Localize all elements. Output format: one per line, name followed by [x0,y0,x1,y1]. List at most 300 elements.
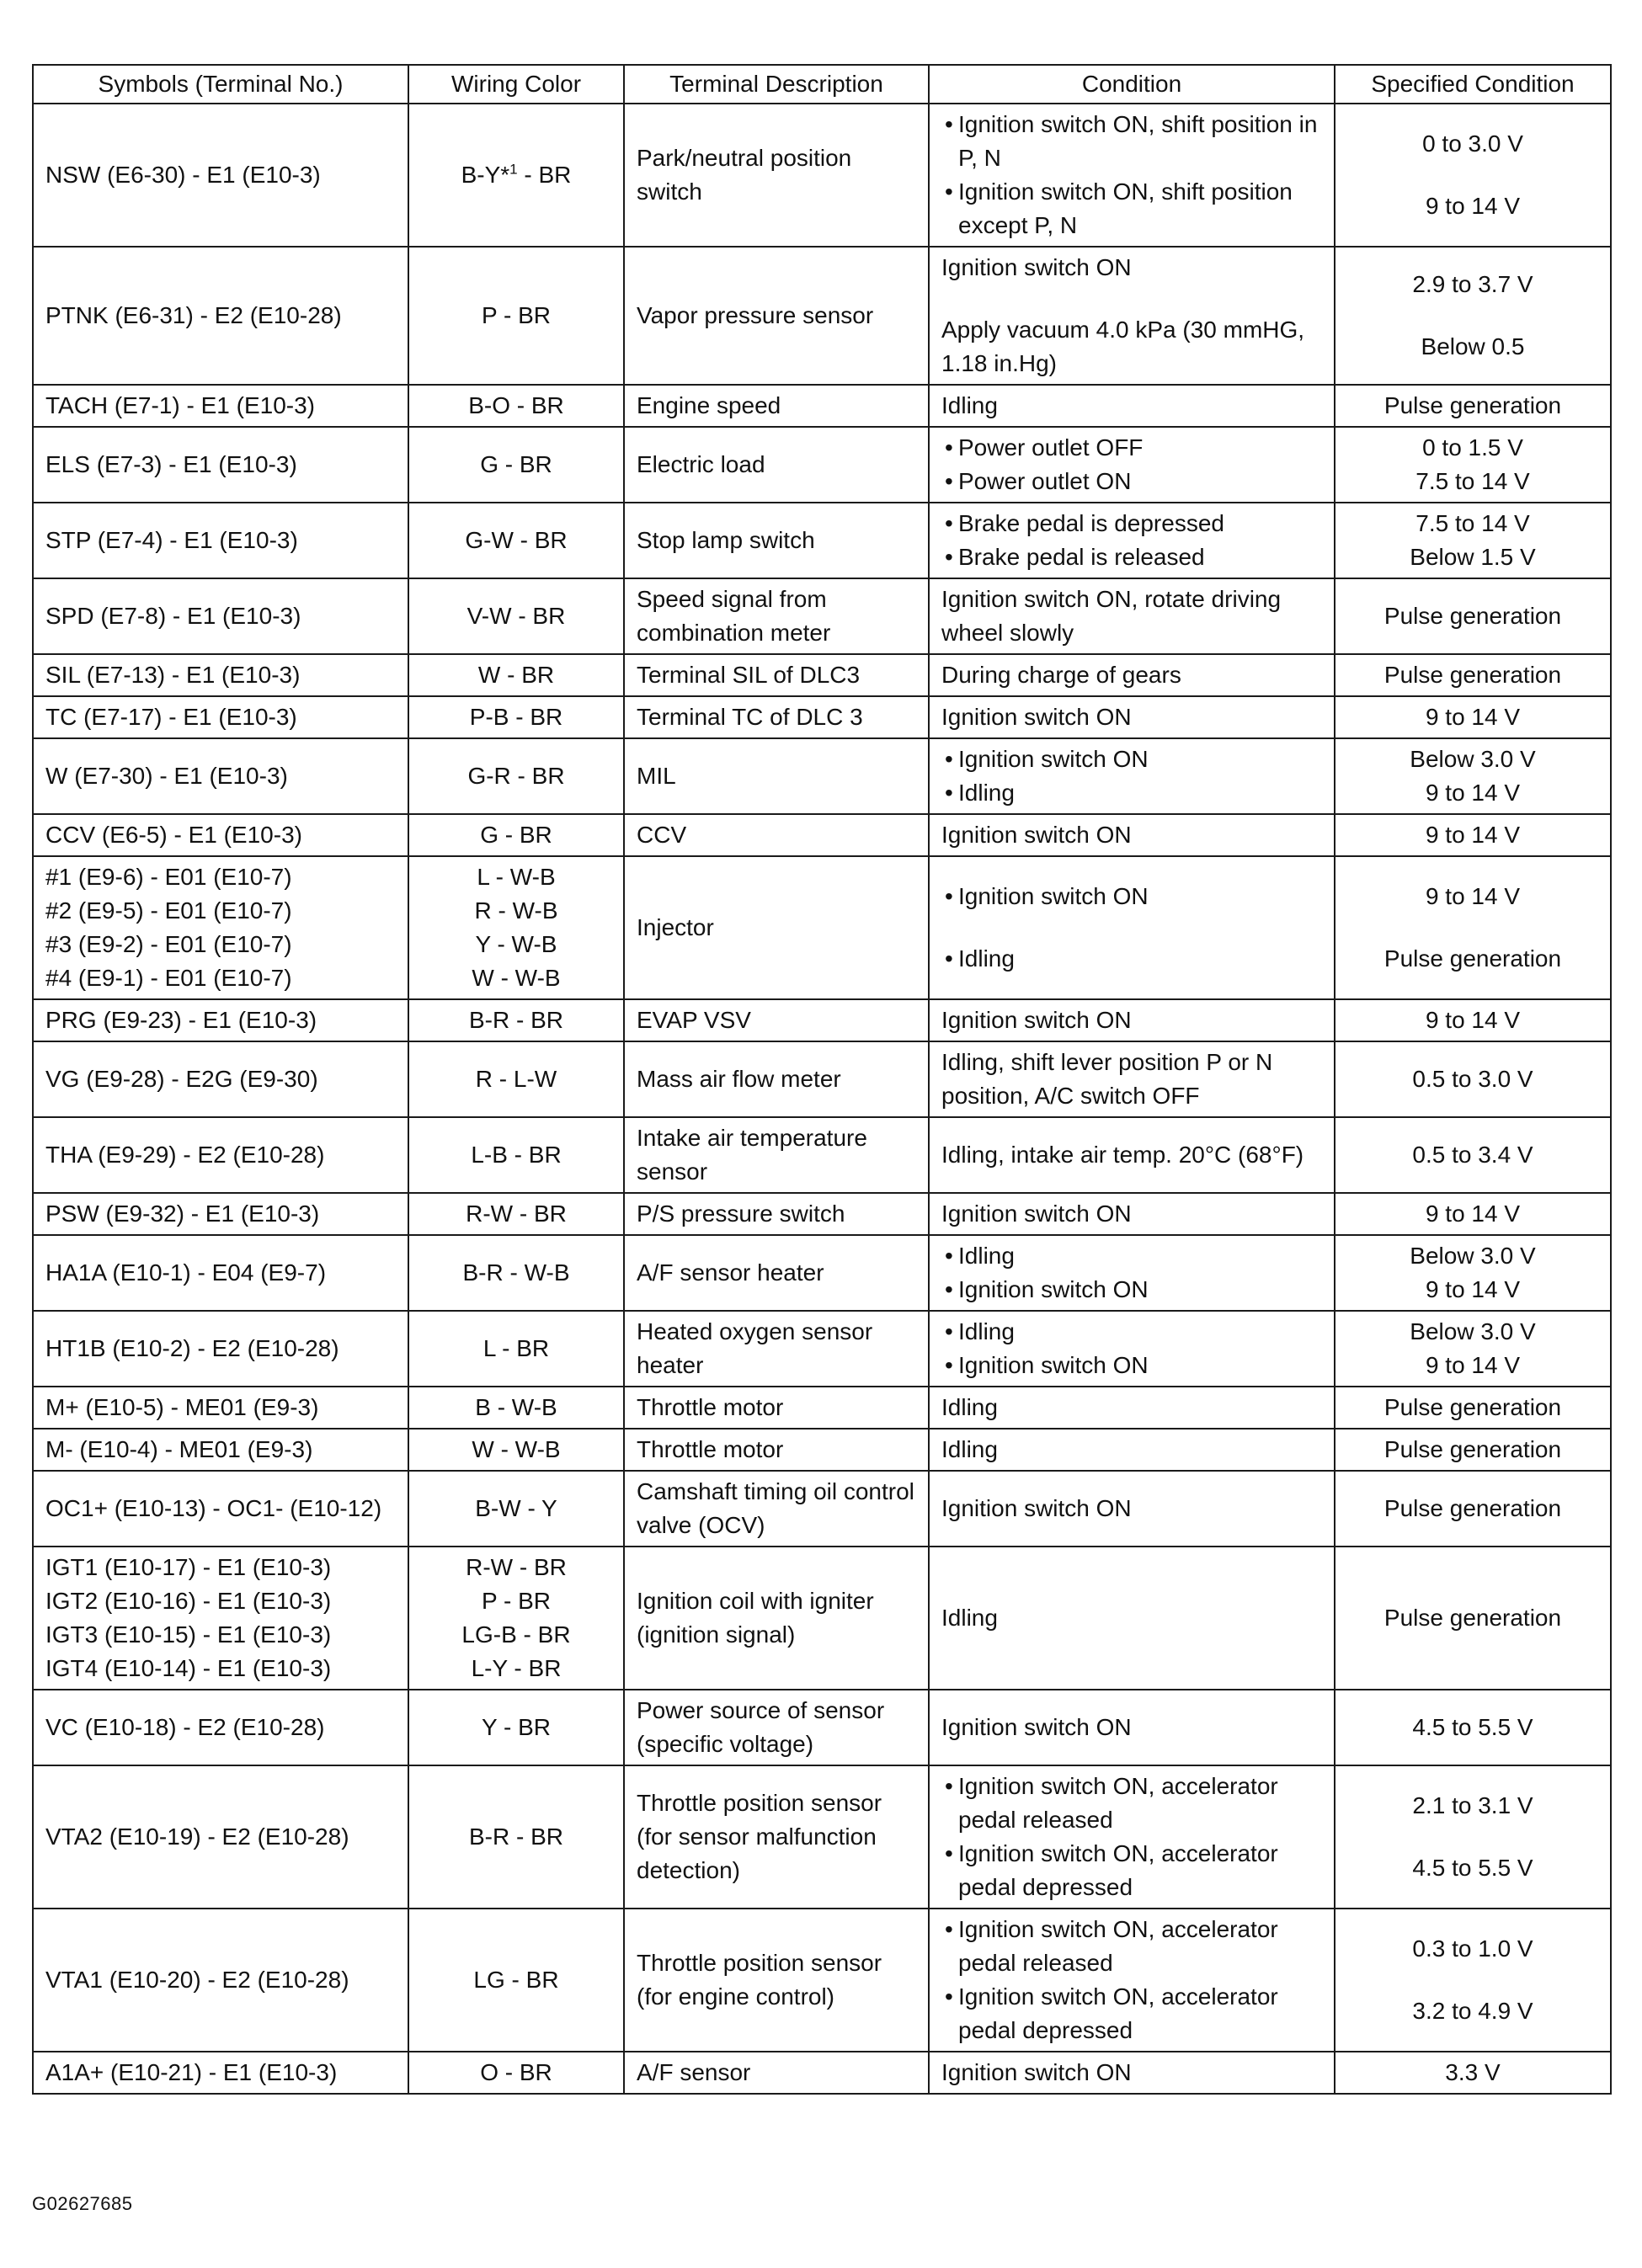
wiring-color-cell [408,1193,624,1235]
specified-value: 3.3 V [1445,2059,1501,2085]
terminal-description-cell [624,856,929,999]
wiring-color: B-R - W-B [462,1259,570,1286]
wiring-color: Y - BR [482,1714,551,1740]
wiring-color-cell [408,814,624,856]
terminal-description: Throttle motor [637,1394,784,1420]
terminal-symbol: IGT2 (E10-16) - E1 (E10-3) [45,1588,332,1614]
terminal-description: Intake air temperature sensor [637,1125,867,1185]
specified-value: Below 3.0 V [1410,1243,1536,1269]
condition-item: • Ignition switch ON, shift position except P, N [941,175,1322,242]
terminal-description-cell [624,1909,929,2052]
symbols-cell [33,738,408,814]
spacer [941,285,1322,313]
terminal-description: Mass air flow meter [637,1066,841,1092]
symbols-cell [33,1765,408,1909]
spacer [1347,913,1598,942]
wiring-color-cell [408,1235,624,1311]
table-row [33,1547,1611,1690]
condition-item: Ignition switch ON [941,1714,1132,1740]
terminal-description: Power source of sensor (specific voltage) [637,1697,885,1757]
specified-value: Below 3.0 V [1410,1318,1536,1344]
condition-cell [929,385,1335,427]
wiring-color: R-W - BR [466,1201,567,1227]
terminal-description: Terminal TC of DLC 3 [637,704,863,730]
specified-value: 0 to 1.5 V [1422,434,1523,461]
wiring-color-cell [408,654,624,696]
table-row [33,1765,1611,1909]
terminal-symbol: IGT4 (E10-14) - E1 (E10-3) [45,1655,332,1681]
terminal-description: Engine speed [637,392,781,418]
terminal-description: Park/neutral position switch [637,145,852,205]
terminal-symbol: PRG (E9-23) - E1 (E10-3) [45,1007,317,1033]
condition-item: During charge of gears [941,662,1181,688]
table-row [33,738,1611,814]
condition-cell [929,1311,1335,1387]
specified-value: 0.5 to 3.0 V [1412,1066,1533,1092]
specified-condition-cell [1335,1311,1611,1387]
table-row [33,1235,1611,1311]
terminal-symbol: M+ (E10-5) - ME01 (E9-3) [45,1394,319,1420]
specified-condition-cell [1335,738,1611,814]
terminal-description-cell [624,1471,929,1547]
symbols-cell [33,1193,408,1235]
symbols-cell [33,999,408,1041]
condition-cell [929,1690,1335,1765]
wiring-color-cell [408,1765,624,1909]
wiring-color-cell [408,1690,624,1765]
symbols-cell [33,654,408,696]
specified-condition-cell [1335,503,1611,578]
wiring-color-cell [408,738,624,814]
wiring-color: G - BR [480,451,552,477]
condition-item: • Ignition switch ON [941,743,1322,776]
wiring-color: P - BR [482,1588,551,1614]
condition-item: Ignition switch ON [941,1495,1132,1521]
terminal-description-cell [624,1235,929,1311]
table-row [33,654,1611,696]
terminal-description-cell [624,247,929,385]
terminal-description-cell [624,1117,929,1193]
terminal-description-cell [624,104,929,247]
wiring-color [421,158,611,192]
condition-cell [929,1909,1335,2052]
header-condition: Condition [929,65,1335,104]
condition-item: Ignition switch ON [941,1007,1132,1033]
condition-item: Idling [941,1605,998,1631]
wiring-color-cell [408,104,624,247]
terminal-symbol: OC1+ (E10-13) - OC1- (E10-12) [45,1495,382,1521]
terminal-symbol: IGT3 (E10-15) - E1 (E10-3) [45,1621,332,1648]
condition-cell [929,999,1335,1041]
terminal-symbol: HA1A (E10-1) - E04 (E9-7) [45,1259,327,1286]
wiring-color-cell [408,1117,624,1193]
condition-cell [929,1235,1335,1311]
wiring-color: G-W - BR [465,527,568,553]
specified-value: 9 to 14 V [1425,193,1521,219]
table-row [33,856,1611,999]
specified-condition-cell [1335,104,1611,247]
specified-value: 4.5 to 5.5 V [1412,1714,1533,1740]
specified-condition-cell [1335,1909,1611,2052]
condition-cell [929,814,1335,856]
table-row [33,1471,1611,1547]
condition-item: Idling, intake air temp. 20°C (68°F) [941,1142,1304,1168]
terminal-description-cell [624,738,929,814]
condition-item: • Ignition switch ON [941,1273,1322,1307]
spacer [1347,1966,1598,1994]
terminal-symbol: VTA1 (E10-20) - E2 (E10-28) [45,1967,349,1993]
specified-condition-cell [1335,1041,1611,1117]
header-row [33,65,1611,104]
wiring-color: G-R - BR [467,763,565,789]
specified-value: 9 to 14 V [1425,1007,1521,1033]
condition-item: Apply vacuum 4.0 kPa (30 mmHG, 1.18 in.Hg) [941,317,1305,376]
condition-item: Ignition switch ON [941,254,1132,280]
condition-cell [929,578,1335,654]
wiring-color: W - W-B [472,965,561,991]
table-row [33,1909,1611,2052]
specified-value: Pulse generation [1383,1495,1562,1521]
spacer [1347,1823,1598,1851]
spacer [1347,161,1598,189]
specified-condition-cell [1335,1429,1611,1471]
condition-item: Idling [941,1436,998,1462]
condition-cell [929,1765,1335,1909]
terminal-symbol: IGT1 (E10-17) - E1 (E10-3) [45,1554,332,1580]
terminal-description-cell [624,1429,929,1471]
wiring-color-cell [408,247,624,385]
terminal-description: EVAP VSV [637,1007,751,1033]
terminal-description-cell [624,1547,929,1690]
condition-item: • Idling [941,1315,1322,1349]
terminal-description-cell [624,2052,929,2094]
terminal-description: Throttle motor [637,1436,784,1462]
specified-condition-cell [1335,247,1611,385]
symbols-cell [33,1471,408,1547]
wiring-color-cell [408,856,624,999]
table-row [33,385,1611,427]
condition-cell [929,1041,1335,1117]
wiring-color-cell [408,696,624,738]
condition-item: • Ignition switch ON [941,880,1322,913]
terminal-symbol: ELS (E7-3) - E1 (E10-3) [45,451,297,477]
wiring-color-cell [408,1311,624,1387]
terminal-description-cell [624,578,929,654]
terminal-description: P/S pressure switch [637,1201,845,1227]
wiring-color: O - BR [480,2059,552,2085]
symbols-cell [33,2052,408,2094]
terminal-description-cell [624,654,929,696]
header-specified-condition: Specified Condition [1335,65,1611,104]
header-symbols: Symbols (Terminal No.) [33,65,408,104]
wiring-color: P-B - BR [469,704,563,730]
table-row [33,1429,1611,1471]
specified-value: Below 3.0 V [1410,746,1536,772]
symbols-cell [33,1387,408,1429]
footnote-marker: 1 [509,161,518,178]
wiring-color: B-W - Y [475,1495,557,1521]
terminal-description-cell [624,1765,929,1909]
specified-value: 9 to 14 V [1425,1201,1521,1227]
specified-value: 3.2 to 4.9 V [1412,1998,1533,2024]
condition-cell [929,1387,1335,1429]
table-row [33,1387,1611,1429]
specified-value: Below 0.5 [1421,333,1525,359]
symbols-cell [33,1117,408,1193]
symbols-cell [33,1041,408,1117]
terminal-description-cell [624,427,929,503]
terminal-symbol: SPD (E7-8) - E1 (E10-3) [45,603,301,629]
specified-value: Pulse generation [1383,1436,1562,1462]
specified-value: Pulse generation [1383,1394,1562,1420]
condition-item: Idling [941,1394,998,1420]
terminal-description-cell [624,814,929,856]
condition-item: Ignition switch ON [941,822,1132,848]
terminal-symbol: CCV (E6-5) - E1 (E10-3) [45,822,302,848]
table-body [33,104,1611,2094]
table-row [33,247,1611,385]
terminal-symbol: #2 (E9-5) - E01 (E10-7) [45,897,292,924]
wiring-color-cell [408,427,624,503]
symbols-cell [33,1690,408,1765]
symbols-cell [33,1909,408,2052]
wiring-color: LG - BR [473,1967,559,1993]
terminal-description-cell [624,1041,929,1117]
terminal-symbol: PSW (E9-32) - E1 (E10-3) [45,1201,320,1227]
symbols-cell [33,1311,408,1387]
terminal-description: Speed signal from combination meter [637,586,831,646]
terminal-description: Electric load [637,451,765,477]
table-row [33,696,1611,738]
terminal-symbol: #3 (E9-2) - E01 (E10-7) [45,931,292,957]
terminal-description: Throttle position sensor (for sensor malfunction detection) [637,1790,882,1883]
terminal-description: Camshaft timing oil control valve (OCV) [637,1478,914,1538]
specified-value: 9 to 14 V [1425,822,1521,848]
specified-value: 0.5 to 3.4 V [1412,1142,1533,1168]
wiring-color: L-B - BR [471,1142,562,1168]
wiring-color-cell [408,1041,624,1117]
specified-value: Pulse generation [1383,392,1562,418]
specified-condition-cell [1335,1471,1611,1547]
condition-item: • Ignition switch ON, accelerator pedal depressed [941,1980,1322,2047]
terminal-description-cell [624,1193,929,1235]
header-wiring-color: Wiring Color [408,65,624,104]
terminal-symbol: TC (E7-17) - E1 (E10-3) [45,704,297,730]
specified-condition-cell [1335,578,1611,654]
spacer [941,913,1322,942]
wiring-color: L-Y - BR [471,1655,562,1681]
terminal-description-cell [624,999,929,1041]
spacer [1347,301,1598,330]
terminal-symbol: VC (E10-18) - E2 (E10-28) [45,1714,325,1740]
condition-item: • Idling [941,942,1322,976]
specified-value: Pulse generation [1383,603,1562,629]
specified-condition-cell [1335,999,1611,1041]
symbols-cell [33,814,408,856]
terminal-symbol: NSW (E6-30) - E1 (E10-3) [45,162,321,188]
wiring-color: B-R - BR [469,1823,563,1850]
condition-cell [929,654,1335,696]
condition-item: • Ignition switch ON, accelerator pedal depressed [941,1837,1322,1904]
terminal-description-cell [624,385,929,427]
condition-item: • Ignition switch ON, accelerator pedal released [941,1913,1322,1980]
terminal-symbol: W (E7-30) - E1 (E10-3) [45,763,288,789]
condition-item: Ignition switch ON, rotate driving wheel slowly [941,586,1282,646]
wiring-color: P - BR [482,302,551,328]
specified-value: 9 to 14 V [1425,1276,1521,1302]
specified-condition-cell [1335,1690,1611,1765]
terminal-description: Ignition coil with igniter (ignition signal) [637,1588,874,1648]
table-row [33,1041,1611,1117]
terminal-description: A/F sensor heater [637,1259,824,1286]
specified-value: 4.5 to 5.5 V [1412,1855,1533,1881]
wiring-color: LG-B - BR [461,1621,571,1648]
condition-item: Idling [941,392,998,418]
symbols-cell [33,578,408,654]
condition-item: • Power outlet OFF [941,431,1322,465]
wiring-color-cell [408,503,624,578]
condition-cell [929,696,1335,738]
table-row [33,104,1611,247]
condition-cell [929,503,1335,578]
wiring-color: L - BR [482,1335,550,1361]
condition-cell [929,104,1335,247]
specified-value: 9 to 14 V [1425,780,1521,806]
table-row [33,999,1611,1041]
terminal-symbol: #4 (E9-1) - E01 (E10-7) [45,965,292,991]
terminal-symbol: #1 (E9-6) - E01 (E10-7) [45,864,292,890]
table-header [33,65,1611,104]
specified-condition-cell [1335,385,1611,427]
specified-condition-cell [1335,1235,1611,1311]
terminal-description: A/F sensor [637,2059,751,2085]
specified-condition-cell [1335,814,1611,856]
terminal-description-cell [624,1690,929,1765]
table-row [33,1117,1611,1193]
condition-cell [929,856,1335,999]
condition-cell [929,427,1335,503]
terminal-symbol: M- (E10-4) - ME01 (E9-3) [45,1436,313,1462]
terminal-description: CCV [637,822,687,848]
wiring-color: G - BR [480,822,552,848]
terminal-description: MIL [637,763,676,789]
specified-value: 0 to 3.0 V [1422,130,1523,157]
condition-item: Ignition switch ON [941,1201,1132,1227]
wiring-color-suffix: - BR [517,162,572,188]
specified-condition-cell [1335,1387,1611,1429]
wiring-color: V-W - BR [466,603,566,629]
specified-condition-cell [1335,1117,1611,1193]
specified-value: 9 to 14 V [1425,1352,1521,1378]
condition-cell [929,1471,1335,1547]
symbols-cell [33,696,408,738]
condition-item: • Idling [941,1239,1322,1273]
specified-value: 2.9 to 3.7 V [1412,271,1533,297]
terminal-specification-table [32,64,1612,2095]
condition-cell [929,738,1335,814]
condition-item: • Power outlet ON [941,465,1322,498]
wiring-color: B - W-B [475,1394,557,1420]
terminal-symbol: TACH (E7-1) - E1 (E10-3) [45,392,315,418]
wiring-color: W - BR [477,662,555,688]
condition-item: • Brake pedal is depressed [941,507,1322,540]
terminal-description-cell [624,503,929,578]
specified-condition-cell [1335,1547,1611,1690]
wiring-color: B-O - BR [468,392,564,418]
condition-item: • Ignition switch ON, shift position in P, N [941,108,1322,175]
condition-cell [929,1429,1335,1471]
wiring-color: W - W-B [472,1436,561,1462]
table-row [33,814,1611,856]
wiring-color-cell [408,1429,624,1471]
terminal-symbol: A1A+ (E10-21) - E1 (E10-3) [45,2059,338,2085]
wiring-color: R - W-B [474,897,558,924]
condition-item: • Idling [941,776,1322,810]
terminal-description: Vapor pressure sensor [637,302,874,328]
terminal-symbol: PTNK (E6-31) - E2 (E10-28) [45,302,342,328]
terminal-symbol: VTA2 (E10-19) - E2 (E10-28) [45,1823,349,1850]
wiring-color-cell [408,1471,624,1547]
specified-condition-cell [1335,2052,1611,2094]
table-row [33,1690,1611,1765]
terminal-symbol: THA (E9-29) - E2 (E10-28) [45,1142,325,1168]
terminal-symbol: HT1B (E10-2) - E2 (E10-28) [45,1335,339,1361]
table-row [33,2052,1611,2094]
figure-id: G02627685 [32,2193,133,2214]
symbols-cell [33,104,408,247]
symbols-cell [33,427,408,503]
specified-condition-cell [1335,654,1611,696]
wiring-color-cell [408,1547,624,1690]
terminal-description: Throttle position sensor (for engine control) [637,1950,882,2010]
specified-condition-cell [1335,696,1611,738]
terminal-description: Stop lamp switch [637,527,815,553]
terminal-symbol: SIL (E7-13) - E1 (E10-3) [45,662,301,688]
wiring-color-cell [408,1909,624,2052]
specified-value: Pulse generation [1383,662,1562,688]
wiring-color: Y - W-B [475,931,557,957]
wiring-color: R - L-W [475,1066,557,1092]
wiring-color: R-W - BR [466,1554,567,1580]
condition-cell [929,1193,1335,1235]
table-row [33,427,1611,503]
terminal-description: Heated oxygen sensor heater [637,1318,873,1378]
wiring-color: B-R - BR [469,1007,563,1033]
specified-value: 2.1 to 3.1 V [1412,1792,1533,1818]
terminal-symbol: STP (E7-4) - E1 (E10-3) [45,527,298,553]
condition-item: Idling, shift lever position P or N position, A/C switch OFF [941,1049,1273,1109]
symbols-cell [33,247,408,385]
condition-item: Ignition switch ON [941,704,1132,730]
terminal-description-cell [624,1387,929,1429]
specified-value: 9 to 14 V [1425,704,1521,730]
specified-condition-cell [1335,1765,1611,1909]
symbols-cell [33,1235,408,1311]
wiring-color-cell [408,578,624,654]
specified-value: Below 1.5 V [1410,544,1536,570]
terminal-symbol: VG (E9-28) - E2G (E9-30) [45,1066,318,1092]
specified-value: 7.5 to 14 V [1415,468,1530,494]
header-terminal-description: Terminal Description [624,65,929,104]
specified-condition-cell [1335,856,1611,999]
specified-value: Pulse generation [1383,1605,1562,1631]
symbols-cell [33,1547,408,1690]
condition-cell [929,1547,1335,1690]
terminal-description-cell [624,1311,929,1387]
specified-value: 9 to 14 V [1425,883,1521,909]
table-row [33,1193,1611,1235]
table-row [33,1311,1611,1387]
